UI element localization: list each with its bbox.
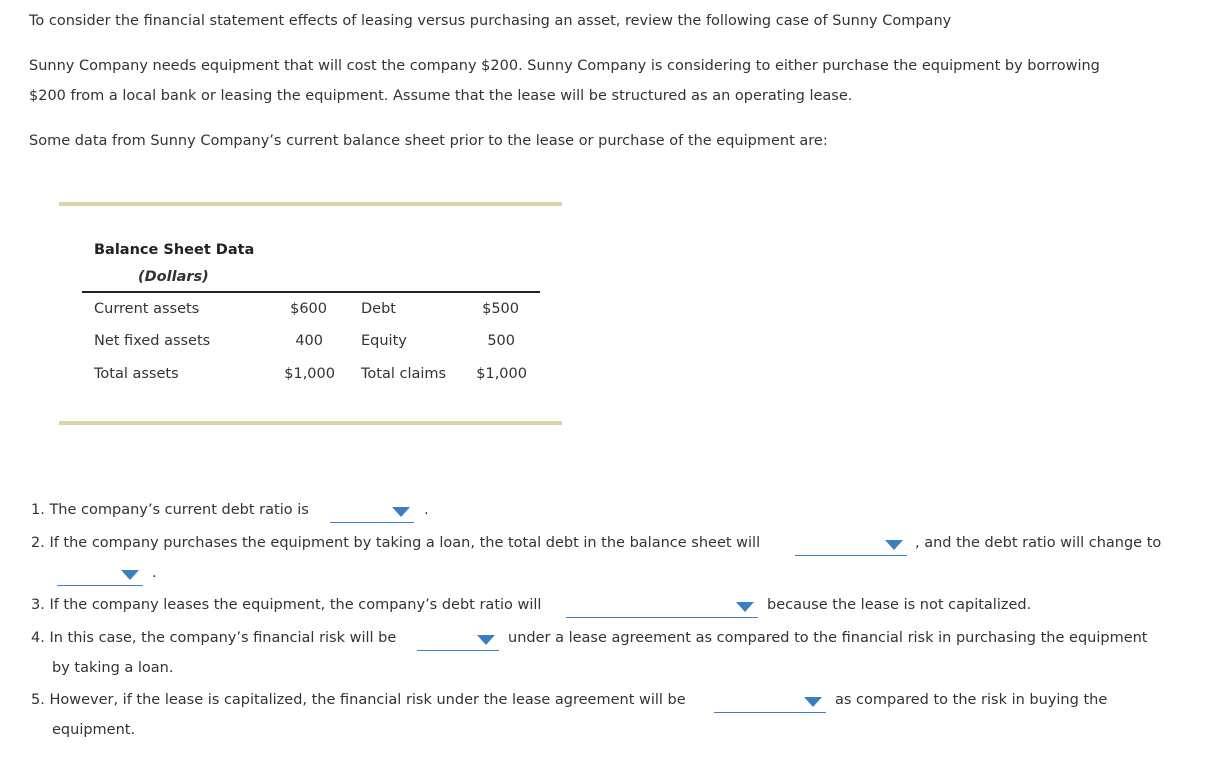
claim-value: 500 — [487, 333, 515, 349]
asset-label: Current assets — [94, 301, 200, 317]
asset-value: 400 — [295, 333, 323, 349]
question-3-end-text: because the lease is not capitalized. — [767, 597, 1032, 613]
caret-down-icon — [121, 570, 139, 580]
claim-label: Equity — [361, 333, 407, 349]
caret-down-icon — [804, 697, 822, 707]
balance-sheet-title: Balance Sheet Data — [94, 242, 255, 258]
question-2-period: . — [152, 565, 157, 581]
caret-down-icon — [477, 635, 495, 645]
header-underline — [82, 291, 540, 293]
asset-label: Net fixed assets — [94, 333, 211, 349]
caret-down-icon — [392, 507, 410, 517]
asset-value: $600 — [290, 301, 327, 317]
asset-label: Total assets — [94, 366, 179, 382]
financial-risk-dropdown[interactable] — [417, 631, 499, 651]
new-debt-ratio-dropdown[interactable] — [57, 566, 143, 586]
intro-paragraph-2-line-1: Sunny Company needs equipment that will cost the company $200. Sunny Company is considering to either purchase the equipment by borrowing — [29, 58, 1100, 74]
capitalized-risk-dropdown[interactable] — [714, 693, 826, 713]
intro-paragraph-1: To consider the financial statement effects of leasing versus purchasing an asset, review the following case of Sunny Company — [29, 13, 952, 29]
claim-label: Total claims — [361, 366, 447, 382]
asset-value: $1,000 — [284, 366, 335, 382]
question-4-end-text: under a lease agreement as compared to the financial risk in purchasing the equipment — [508, 630, 1148, 646]
question-1-period: . — [424, 502, 429, 518]
lease-debt-ratio-dropdown[interactable] — [566, 598, 758, 618]
balance-sheet-subtitle: (Dollars) — [138, 269, 209, 285]
question-5-continued-text: equipment. — [52, 722, 136, 738]
question-3-text: 3. If the company leases the equipment, the company’s debt ratio will — [31, 597, 542, 613]
table-bottom-rule — [59, 421, 562, 425]
caret-down-icon — [736, 602, 754, 612]
question-5-end-text: as compared to the risk in buying the — [835, 692, 1108, 708]
total-debt-dropdown[interactable] — [795, 536, 907, 556]
question-2-text: 2. If the company purchases the equipment by taking a loan, the total debt in the balance sheet will — [31, 535, 761, 551]
claim-label: Debt — [361, 301, 396, 317]
intro-paragraph-3: Some data from Sunny Company’s current balance sheet prior to the lease or purchase of the equipment are: — [29, 133, 828, 149]
table-top-rule — [59, 202, 562, 206]
claim-value: $500 — [482, 301, 519, 317]
question-2-mid-text: , and the debt ratio will change to — [915, 535, 1162, 551]
caret-down-icon — [885, 540, 903, 550]
claim-value: $1,000 — [476, 366, 527, 382]
intro-paragraph-2-line-2: $200 from a local bank or leasing the equipment. Assume that the lease will be structured as an operating lease. — [29, 88, 853, 104]
question-5-text: 5. However, if the lease is capitalized, the financial risk under the lease agreement will be — [31, 692, 686, 708]
question-4-continued-text: by taking a loan. — [52, 660, 174, 676]
question-4-text: 4. In this case, the company’s financial risk will be — [31, 630, 397, 646]
debt-ratio-dropdown[interactable] — [330, 503, 414, 523]
question-1-text: 1. The company’s current debt ratio is — [31, 502, 309, 518]
